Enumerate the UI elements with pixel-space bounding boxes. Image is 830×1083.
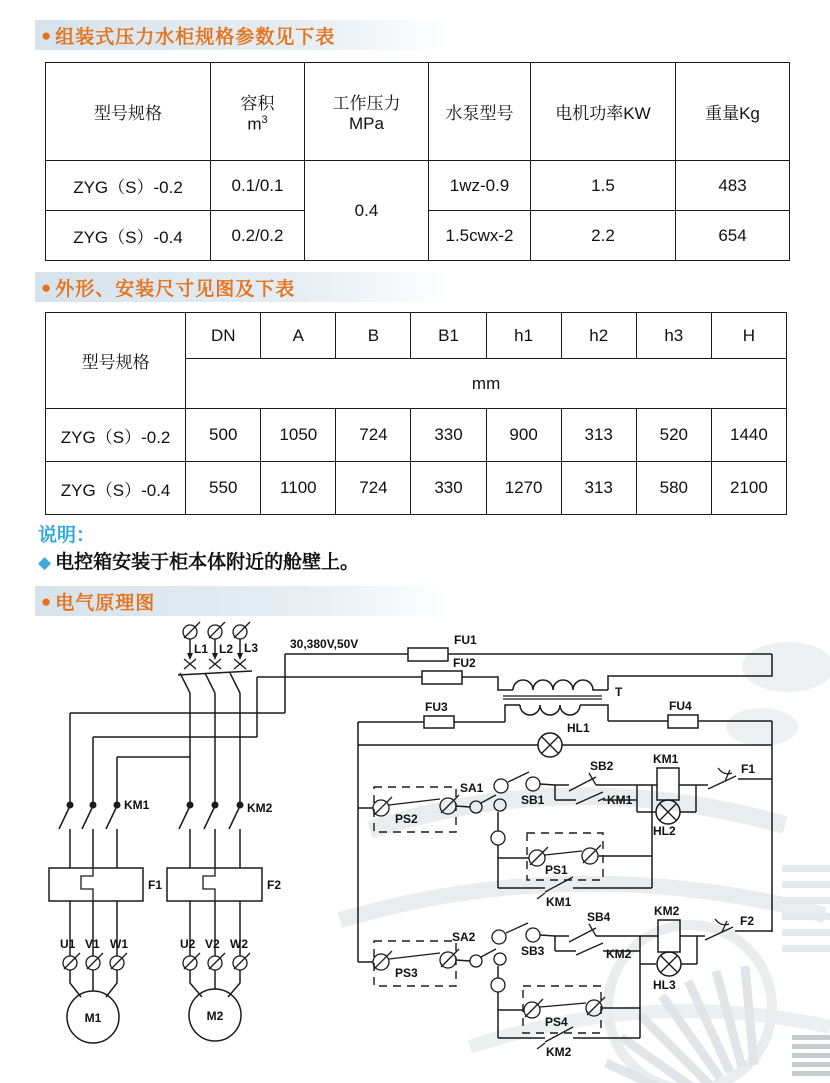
label-fu1: FU1 xyxy=(454,633,477,647)
dim-cell: 724 xyxy=(336,409,411,462)
hl1-row xyxy=(358,721,772,757)
spec-row-1 xyxy=(46,161,790,211)
electrical-schematic xyxy=(40,615,830,1083)
label-sa1: SA1 xyxy=(460,781,484,795)
note-line xyxy=(38,547,359,574)
label-t: T xyxy=(615,685,623,699)
spec-cell-pump-2: 1.5cwx-2 xyxy=(429,211,531,261)
label-sb1: SB1 xyxy=(521,793,545,807)
fuse-fu4 xyxy=(668,715,698,728)
dim-header-dn: DN xyxy=(186,313,261,359)
lamp-hl1 xyxy=(538,733,562,757)
main-breaker xyxy=(178,659,252,693)
dim-cell-model-1: ZYG（S）-0.2 xyxy=(46,409,186,462)
spec-cell-pump-1: 1wz-0.9 xyxy=(429,161,531,211)
label-f2-control: F2 xyxy=(740,914,755,928)
spec-cell-model-1: ZYG（S）-0.2 xyxy=(46,161,211,211)
control-feed xyxy=(257,633,772,690)
spec-header-weight: 重量Kg xyxy=(676,63,790,161)
label-hl3: HL3 xyxy=(653,978,676,992)
label-sb4: SB4 xyxy=(587,910,611,924)
label-u2: U2 xyxy=(180,937,196,951)
dim-cell-model-2: ZYG（S）-0.4 xyxy=(46,462,186,515)
label-km2-coil: KM2 xyxy=(654,904,680,918)
power-supply-terminals xyxy=(183,622,258,660)
dim-cell: 500 xyxy=(186,409,261,462)
label-hl1: HL1 xyxy=(567,721,590,735)
label-fu2: FU2 xyxy=(453,656,476,670)
spec-cell-volume-2: 0.2/0.2 xyxy=(211,211,305,261)
dim-unit-row: mm xyxy=(186,359,787,409)
dim-cell: 1050 xyxy=(261,409,336,462)
label-km1-aux: KM1 xyxy=(607,793,633,807)
transformer xyxy=(503,680,623,722)
power-wiring xyxy=(70,654,285,802)
dim-table xyxy=(45,312,787,515)
dim-row-2 xyxy=(46,462,787,515)
diamond-bullet-icon: ◆ xyxy=(38,553,52,572)
dim-cell: 1440 xyxy=(711,409,786,462)
thermal-overload-f2 xyxy=(167,868,281,901)
note-title: 说明： xyxy=(38,525,96,546)
label-v1: V1 xyxy=(85,937,100,951)
spec-cell-pressure-merged: 0.4 xyxy=(305,161,429,261)
label-sb2: SB2 xyxy=(590,759,614,773)
spec-header-pump: 水泵型号 xyxy=(429,63,531,161)
km2-aux-contact xyxy=(576,943,603,955)
spec-cell-power-1: 1.5 xyxy=(531,161,676,211)
dim-cell: 580 xyxy=(636,462,711,515)
spec-header-volume xyxy=(211,63,305,161)
fuse-fu1 xyxy=(408,648,448,661)
dim-row-1 xyxy=(46,409,787,462)
dim-cell: 1270 xyxy=(486,462,561,515)
motor-2-branch xyxy=(180,901,250,1041)
dim-cell: 550 xyxy=(186,462,261,515)
dim-header-h: H xyxy=(711,313,786,359)
label-fu3: FU3 xyxy=(425,700,448,714)
dim-header-h2: h2 xyxy=(561,313,636,359)
bullet-icon: ● xyxy=(41,591,52,611)
dim-cell: 520 xyxy=(636,409,711,462)
section-header-dims xyxy=(35,272,449,302)
dim-header-b1: B1 xyxy=(411,313,486,359)
label-f2-power: F2 xyxy=(267,878,282,892)
spec-header-volume-cn: 容积 xyxy=(240,93,275,113)
spec-cell-power-2: 2.2 xyxy=(531,211,676,261)
note-text: 电控箱安装于柜本体附近的舱壁上。 xyxy=(55,552,360,573)
dim-cell: 2100 xyxy=(711,462,786,515)
label-km1-power: KM1 xyxy=(124,798,150,812)
dim-cell: 313 xyxy=(561,409,636,462)
section-title-dims: 外形、安装尺寸见图及下表 xyxy=(55,278,296,300)
label-m1: M1 xyxy=(84,1011,102,1025)
section-title-schematic: 电气原理图 xyxy=(55,592,156,614)
section-header-spec xyxy=(35,20,449,50)
watermark-corner-fragment xyxy=(792,1035,830,1076)
label-sb3: SB3 xyxy=(521,944,545,958)
label-fu4: FU4 xyxy=(669,699,692,713)
dim-header-a: A xyxy=(261,313,336,359)
thermal-overload-f1 xyxy=(49,868,162,901)
fuse-fu3 xyxy=(424,716,454,728)
dim-cell: 724 xyxy=(336,462,411,515)
bullet-icon: ● xyxy=(41,277,52,297)
dim-header-b: B xyxy=(336,313,411,359)
spec-cell-weight-1: 483 xyxy=(676,161,790,211)
km2-power-contacts xyxy=(179,801,273,868)
spec-header-pressure-unit: MPa xyxy=(349,114,384,133)
section-header-schematic xyxy=(35,586,449,616)
label-f1-power: F1 xyxy=(148,878,163,892)
bullet-icon: ● xyxy=(41,25,52,45)
section-title-spec: 组装式压力水柜规格参数见下表 xyxy=(55,26,336,48)
dim-cell: 330 xyxy=(411,409,486,462)
dim-cell: 330 xyxy=(411,462,486,515)
label-ps4: PS4 xyxy=(545,1015,568,1029)
dim-header-h1: h1 xyxy=(486,313,561,359)
label-l3: L3 xyxy=(244,641,259,655)
label-w1: W1 xyxy=(110,937,128,951)
label-km2-power: KM2 xyxy=(247,801,273,815)
label-w2: W2 xyxy=(230,937,248,951)
spec-header-model: 型号规格 xyxy=(46,63,211,161)
label-supply: 30,380V,50V xyxy=(290,637,359,651)
fuse-fu2 xyxy=(422,671,462,684)
label-sa2: SA2 xyxy=(452,930,476,944)
label-l2: L2 xyxy=(219,642,234,656)
spec-header-volume-unit: $m^3$ xyxy=(247,113,268,134)
label-f1-control: F1 xyxy=(741,762,756,776)
label-m2: M2 xyxy=(206,1009,224,1023)
label-ps2: PS2 xyxy=(395,812,418,826)
label-km2-series: KM2 xyxy=(546,1045,572,1059)
label-km2-aux: KM2 xyxy=(606,947,632,961)
spec-cell-model-2: ZYG（S）-0.4 xyxy=(46,211,211,261)
label-v2: V2 xyxy=(205,937,220,951)
spec-header-pressure xyxy=(305,63,429,161)
dim-header-model: 型号规格 xyxy=(46,313,186,409)
label-km1-series: KM1 xyxy=(546,895,572,909)
motor-1-branch xyxy=(60,901,128,1043)
label-hl2: HL2 xyxy=(653,824,676,838)
dim-header-h3: h3 xyxy=(636,313,711,359)
spec-header-pressure-cn: 工作压力 xyxy=(332,94,401,113)
label-ps1: PS1 xyxy=(545,863,568,877)
label-l1: L1 xyxy=(194,642,209,656)
spec-header-power: 电机功率KW xyxy=(531,63,676,161)
dim-cell: 1100 xyxy=(261,462,336,515)
lamp-hl3 xyxy=(657,952,681,976)
label-u1: U1 xyxy=(60,937,76,951)
spec-table xyxy=(45,62,790,261)
label-km1-coil: KM1 xyxy=(653,752,679,766)
spec-cell-volume-1: 0.1/0.1 xyxy=(211,161,305,211)
label-ps3: PS3 xyxy=(395,966,418,980)
dim-cell: 900 xyxy=(486,409,561,462)
spec-cell-weight-2: 654 xyxy=(676,211,790,261)
dim-cell: 313 xyxy=(561,462,636,515)
km1-power-contacts xyxy=(59,798,150,868)
f1-nc-contact xyxy=(708,776,736,789)
